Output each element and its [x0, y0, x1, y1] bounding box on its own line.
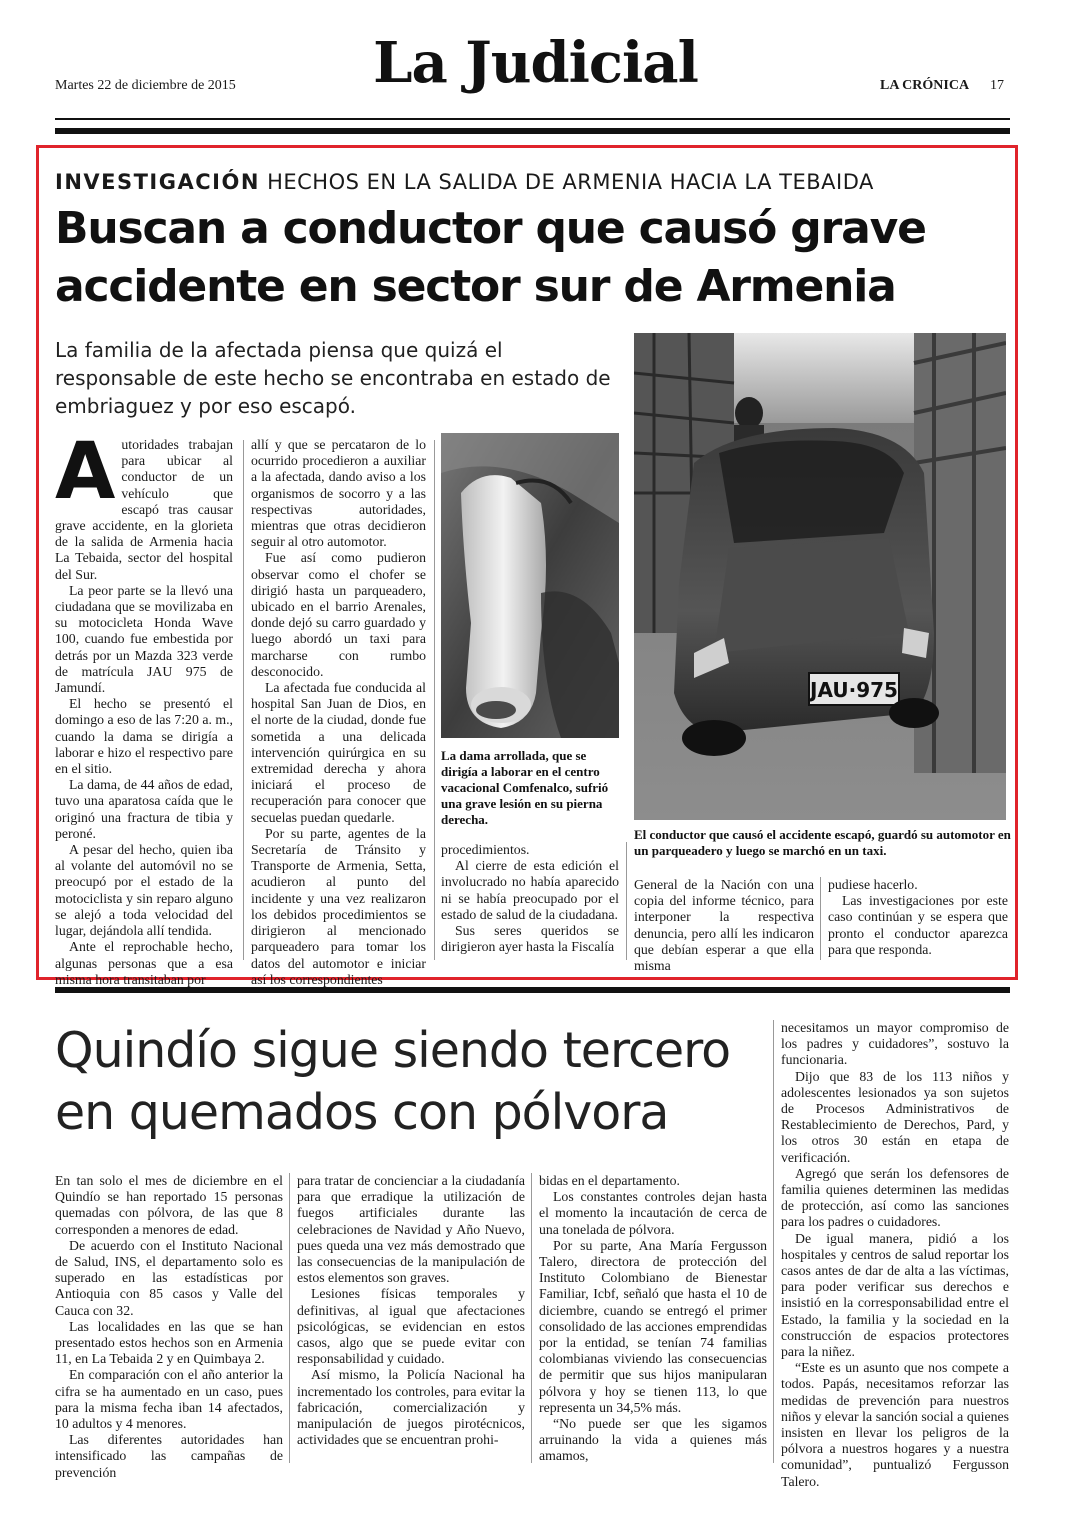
paragraph: De acuerdo con el Instituto Nacional de Salud, INS, el departamento solo es superado en las estadísticas por Antioquia con 85 casos y Valle del Cauca con 32. [55, 1237, 283, 1318]
headline-line: Buscan a conductor que causó grave [55, 203, 926, 254]
paragraph: De igual manera, pidió a los hospitales y centros de salud reportar los casos antes de dar de alta a las víctimas, para poder verificar sus derechos e insistió en la corresponsabilidad entre el Estado, la familia y la sociedad en la construcción de espacios protectores para la niñez. [781, 1230, 1009, 1360]
column-divider [243, 440, 244, 960]
paragraph: Por su parte, Ana María Fergusson Talero, directora de protección del Instituto Colombiano de Bienestar Familiar, Icbf, señaló que hasta el 10 de diciembre, cuando se entregó el primer consolidado de las acciones emprendidas por la entidad, se tenían 74 familias colombianas viviendo las consecuencias de permitir que sus hijos manipularan pólvora y hoy se tienen 113, lo que representa un 34,5% más. [539, 1237, 767, 1415]
story2-headline [55, 1020, 775, 1144]
drop-cap: A [55, 427, 116, 517]
story2-column-2 [297, 1173, 525, 1448]
paragraph: para tratar de concienciar a la ciudadanía para que erradique la utilización de fuegos artificiales durante las celebraciones de Navidad y Año Nuevo, pues queda una vez más demostrado que las consecuencias de la manipulación de estos elementos son graves. [297, 1173, 525, 1286]
headline-line: en quemados con pólvora [55, 1084, 669, 1141]
paragraph: Los constantes controles dejan hasta el momento la incautación de cerca de una tonelada de pólvora. [539, 1189, 767, 1237]
paragraph: “No puede ser que les sigamos arruinando la vida a quienes más amamos, [539, 1416, 767, 1464]
injury-photo-caption: La dama arrollada, que se dirigía a laborar en el centro vacacional Comfenalco, sufrió una grave lesión en su pierna derecha. [441, 748, 609, 827]
car-photo [634, 333, 1006, 820]
story-headline [55, 200, 1010, 316]
paragraph: Autoridades trabajan para ubicar al conductor de un vehículo que escapó tras causar grave accidente, en la glorieta de la salida de Armenia hacia La Tebaida, sector del hospital del Sur. [55, 427, 233, 582]
story1-column-3 [441, 842, 619, 955]
page-number: 17 [990, 78, 1004, 93]
column-divider [626, 842, 627, 960]
paragraph: procedimientos. [441, 842, 530, 857]
story1-column-5 [828, 877, 1008, 958]
paragraph: “Este es un asunto que nos compete a todos. Papás, necesitamos reforzar las medidas de prevención para nuestros niños y elevar la sanción social a quienes insisten en llevar los peligros de la pólvora a nuestros hogares y a nuestra comunidad”, puntualizó Fergusson Talero. [781, 1360, 1009, 1489]
story2-column-1 [55, 1173, 283, 1481]
kicker-subtitle: HECHOS EN LA SALIDA DE ARMENIA HACIA LA TEBAIDA [267, 170, 874, 194]
paragraph: En comparación con el año anterior la cifra se ha aumentado en un caso, pues para la misma fecha iban 14 afectados, 10 adultos y 4 menores. [55, 1367, 283, 1432]
story2-column-4 [781, 1020, 1009, 1490]
column-divider [531, 1173, 532, 1463]
story1-column-4 [634, 877, 814, 974]
paragraph: Las diferentes autoridades han intensificado las campañas de prevención [55, 1432, 283, 1480]
story-separator-rule [55, 987, 1010, 993]
column-divider [289, 1173, 290, 1463]
paragraph: bidas en el departamento. [539, 1173, 680, 1188]
paragraph: La peor parte se la llevó una ciudadana que se movilizaba en su motocicleta Honda Wave 100, cuando fue embestida por detrás por un Mazda 323 verde de matrícula JAU 975 de Jamundí. [55, 582, 233, 696]
leg-cast-image [441, 433, 619, 738]
header-rule-thick [55, 128, 1010, 134]
paragraph: La afectada fue conducida al hospital San Juan de Dios, en el norte de la ciudad, donde fue sometida a una delicada intervención quirúrgica en su extremidad derecha y ahora iniciará el proceso de recuperación para conocer que secuelas puedan quedarle. [251, 680, 426, 825]
story1-column-1 [55, 427, 233, 988]
paragraph: El hecho se presentó el domingo a eso de las 7:20 a. m., cuando la dama se dirigía a laborar e hizo el respectivo pare en el sitio. [55, 696, 233, 777]
paragraph: Al cierre de esta edición el involucrado no había aparecido ni se había preocupado por el estado de salud de la ciudadana. [441, 858, 619, 922]
kicker-label: INVESTIGACIÓN [55, 170, 260, 194]
paragraph: Dijo que 83 de los 113 niños y adolescentes lesionados ya son sujetos de Procesos Administrativos de Restablecimiento de Derechos, Pard, y los otros 30 están en etapa de verificación. [781, 1068, 1009, 1165]
paragraph: Lesiones físicas temporales y definitivas, al igual que afectaciones psicológicas, se evidencian en estos casos, algo que se puede evitar con responsabilidad y cuidado. [297, 1286, 525, 1367]
paragraph: necesitamos un mayor compromiso de los padres y cuidadores”, sostuvo la funcionaria. [781, 1020, 1009, 1068]
story2-column-3 [539, 1173, 767, 1465]
headline-line: Quindío sigue siendo tercero [55, 1022, 731, 1079]
story1-column-2 [251, 437, 426, 988]
paragraph: allí y que se percataron de lo ocurrido procedieron a auxiliar a la afectada, dando aviso a los organismos de socorro y a las respectivas autoridades, mientras que otras decidieron seguir al otro automotor. [251, 437, 426, 550]
license-plate: JAU·975 [810, 678, 898, 702]
headline-line: accidente en sector sur de Armenia [55, 261, 896, 312]
paragraph: General de la Nación con una copia del informe técnico, para interponer la respectiva denuncia, pero allí les indicaron que debían esperar a que ella misma [634, 877, 814, 974]
column-divider [773, 1020, 774, 1463]
story-deck: La familia de la afectada piensa que quizá el responsable de este hecho se encontraba en estado de embriaguez y por eso escapó. [55, 338, 611, 418]
car-image [634, 333, 1006, 820]
paragraph: Fue así como pudieron observar como el chofer se dirigió hasta un parqueadero, ubicado en el barrio Arenales, donde dejó su carro guardado y luego abordó un taxi para marcharse con rumbo desconocido. [251, 550, 426, 679]
column-divider [820, 877, 821, 960]
edition-date: Martes 22 de diciembre de 2015 [55, 78, 236, 93]
section-title: La Judicial [373, 30, 698, 96]
paragraph: La dama, de 44 años de edad, tuvo una aparatosa caída que le originó una fractura de tibia y peroné. [55, 777, 233, 841]
car-photo-caption: El conductor que causó el accidente escapó, guardó su automotor en un parqueadero y luego se marchó en un taxi. [634, 827, 1011, 858]
paragraph: A pesar del hecho, quien iba al volante del automóvil no se preocupó por el estado de la motociclista y sin reparo alguno se alejó a toda velocidad del lugar, dejándola allí tendida. [55, 842, 233, 939]
paragraph: pudiese hacerlo. [828, 877, 918, 892]
paragraph: Las localidades en las que se han presentado estos hechos son en Armenia 11, en La Tebaida 2 y en Quimbaya 2. [55, 1318, 283, 1367]
column-divider [434, 440, 435, 960]
story-kicker [55, 170, 874, 194]
paragraph: Las investigaciones por este caso continúan y se espera que pronto el conductor aparezca para que responda. [828, 893, 1008, 957]
header-rule-thin [55, 118, 1010, 120]
paragraph: Así mismo, la Policía Nacional ha incrementado los controles, para evitar la fabricación, comercialización y manipulación de juegos pirotécnicos, actividades que se encuentran prohi- [297, 1367, 525, 1448]
paragraph: Agregó que serán los defensores de familia quienes determinen las medidas de protección, así como las sanciones para los padres o cuidadores. [781, 1165, 1009, 1230]
paragraph: Por su parte, agentes de la Secretaría de Tránsito y Transporte de Armenia, Setta, acudieron al punto del incidente y una vez realizaron los debidos procedimientos se dirigieron al mencionado parqueadero para tomar los datos del automotor e iniciar así los correspondientes [251, 825, 426, 987]
injury-photo [441, 433, 619, 738]
paragraph: Sus seres queridos se dirigieron ayer hasta la Fiscalía [441, 923, 619, 955]
paragraph: En tan solo el mes de diciembre en el Quindío se han reportado 15 personas quemadas con pólvora, de las que 8 corresponden a menores de edad. [55, 1173, 283, 1237]
paragraph: Ante el reprochable hecho, algunas personas que a esa misma hora transitaban por [55, 939, 233, 987]
newspaper-name: LA CRÓNICA [880, 78, 970, 93]
